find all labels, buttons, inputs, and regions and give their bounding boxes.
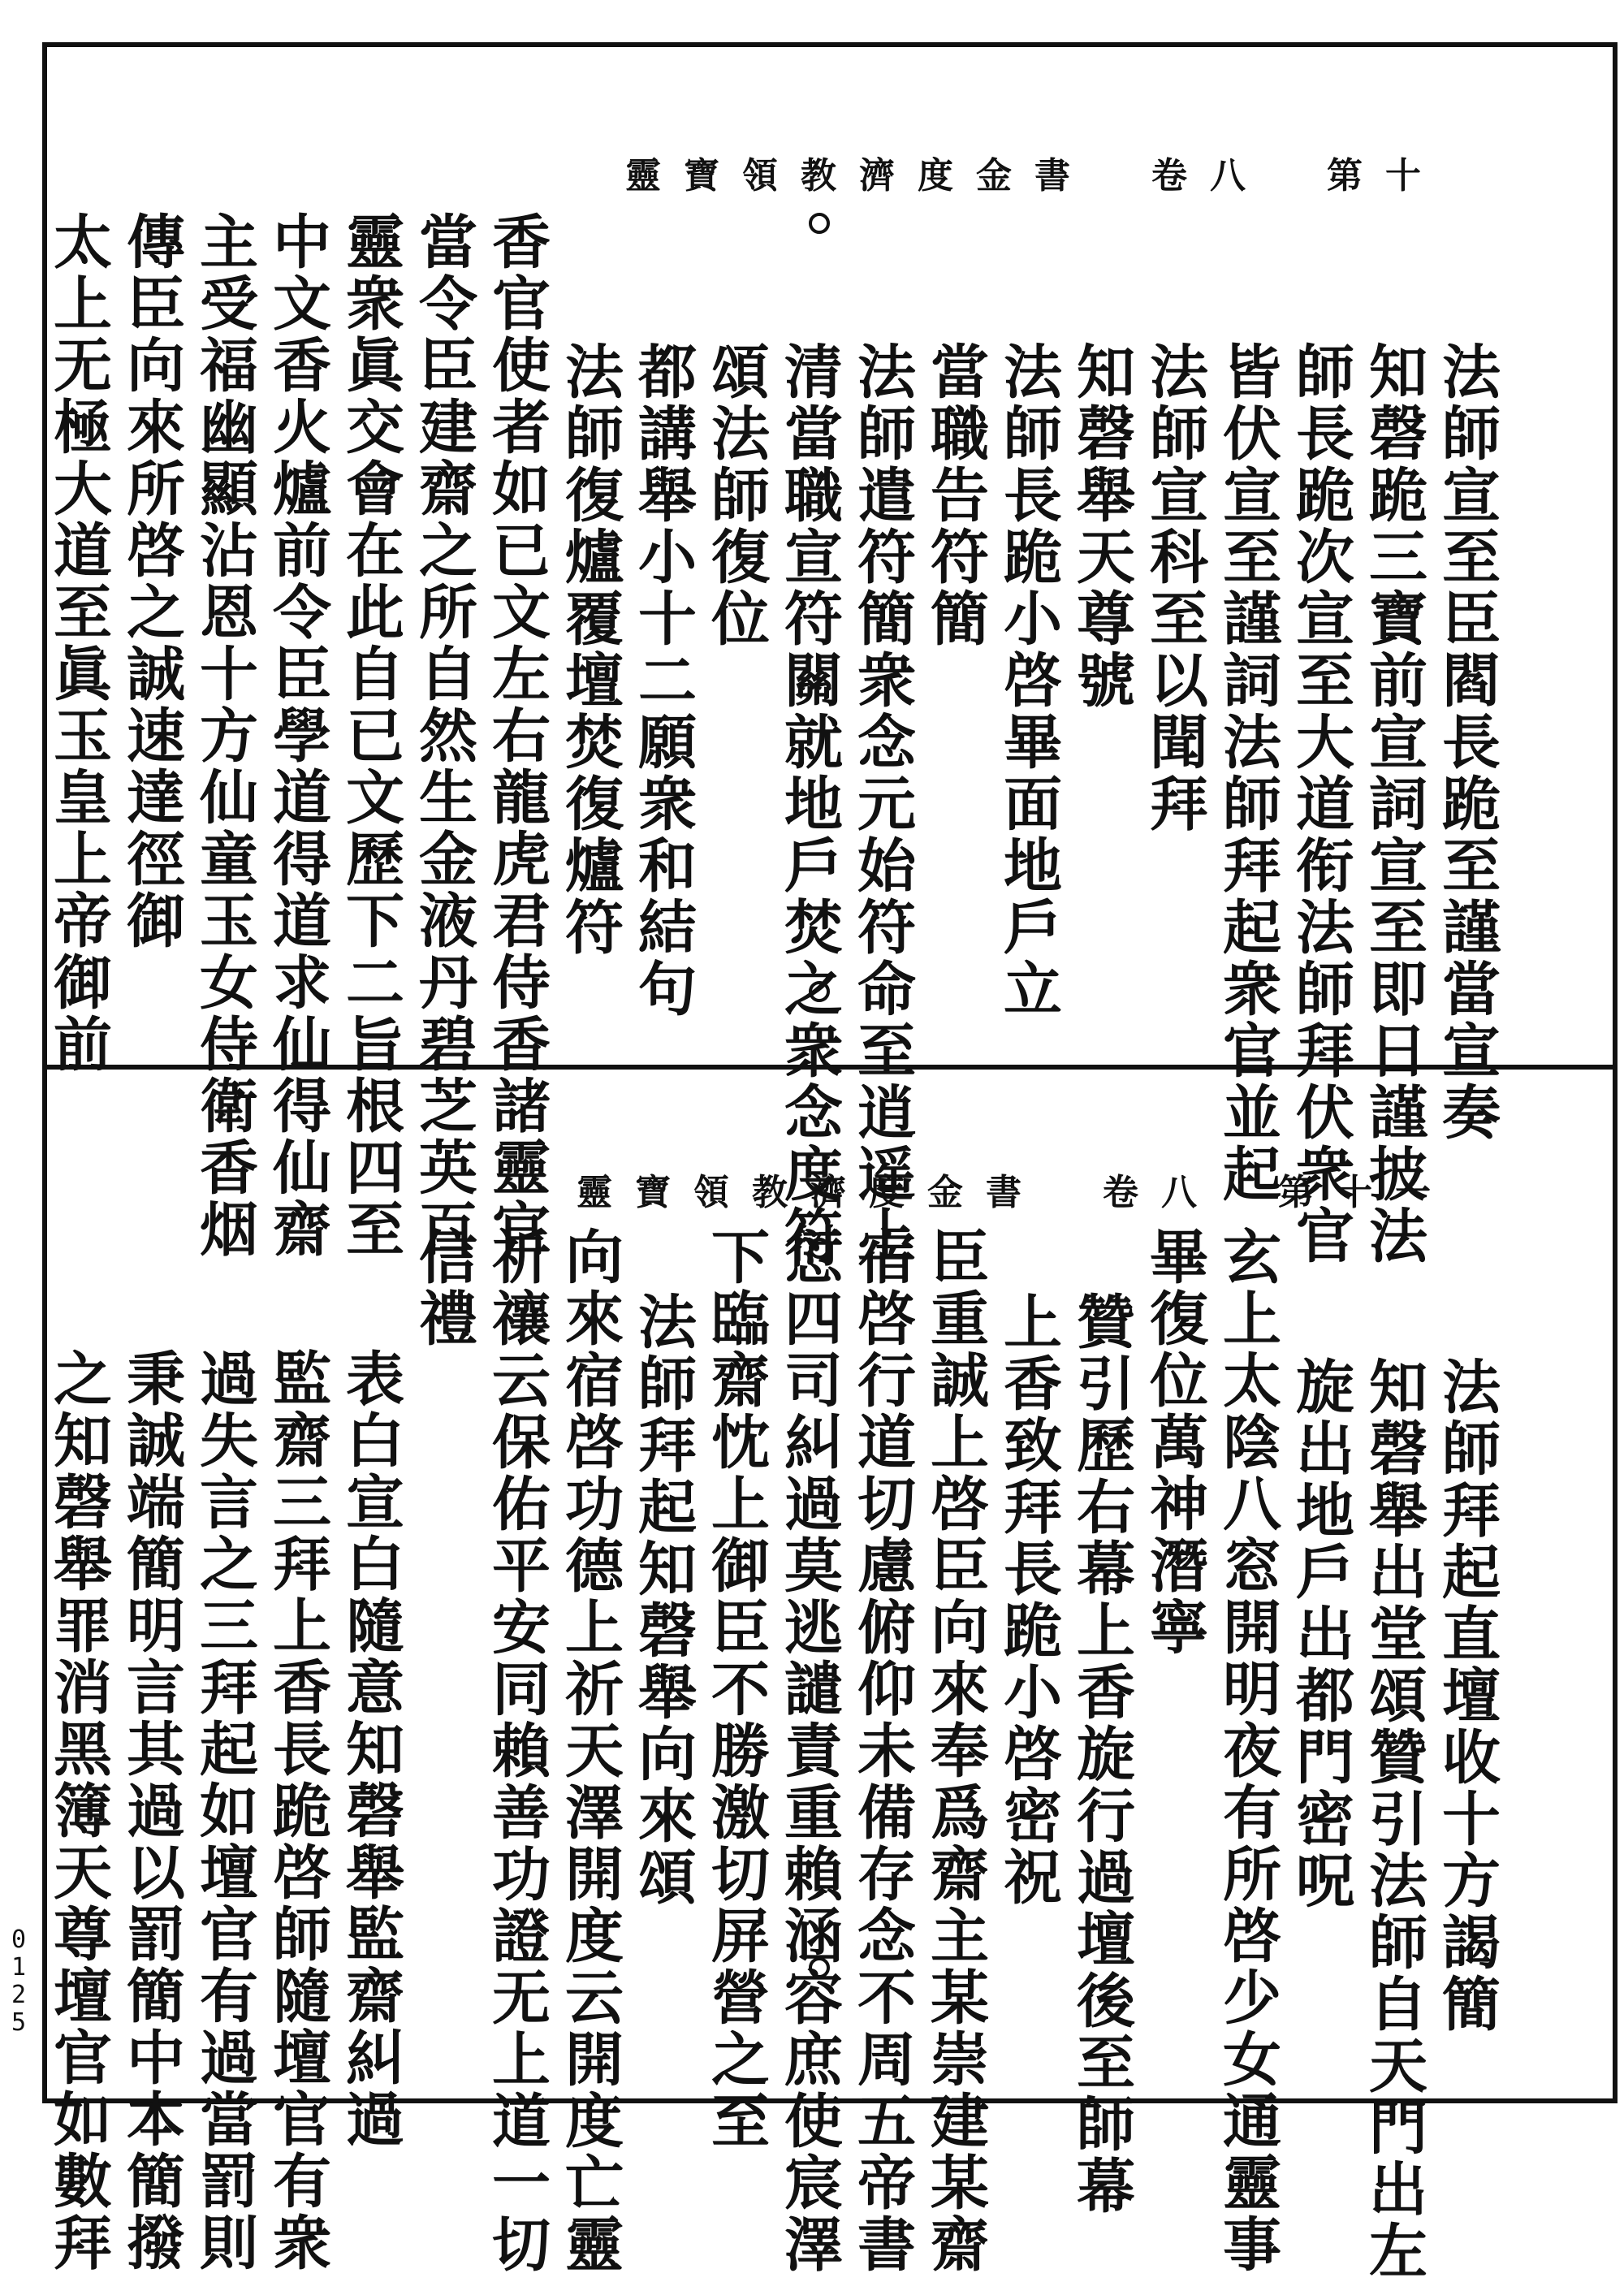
- bottom-col-8: 臣重誠上啓臣向來奉爲齋主某崇建某齋: [921, 1226, 990, 2276]
- bottom-col-17: 監齋三拜上香長跪啓師隨壇官有衆: [263, 1348, 332, 2274]
- bottom-col-2: 知磬舉出堂頌贊引法師自天門出左: [1359, 1356, 1428, 2282]
- bottom-col-12: 法師拜起知磬舉向來頌: [628, 1291, 698, 1908]
- top-col-14: 香官使者如已文左右龍虎君侍香諸靈官: [482, 211, 551, 1260]
- bottom-col-9: 宿啓行道切慮俯仰未備存念不周五帝書: [848, 1226, 917, 2276]
- top-col-7: 法師長跪小啓畢面地戶立: [994, 341, 1063, 1020]
- bottom-col-5: 畢復位萬神潛寧: [1140, 1226, 1209, 1658]
- top-col-1: 法師宣至臣閻長跪至謹當宣奏: [1432, 341, 1501, 1143]
- punctuation-circle: [809, 1957, 830, 1978]
- punctuation-circle: [809, 1238, 830, 1259]
- top-col-13: 法師復爐覆壇焚復爐符: [555, 341, 624, 958]
- bottom-page-header: 靈寶領教濟度金書 卷八 第十一: [577, 1172, 1453, 1213]
- top-col-2: 知磬跪三寶前宣詞宣至即日謹披法: [1359, 341, 1428, 1267]
- bottom-col-11: 下臨齋忱上御臣不勝激切屏營之至: [702, 1226, 771, 2152]
- page-number: 0 1 2 5: [11, 1925, 27, 2037]
- bottom-col-14: 祈禳云保佑平安同賴善功證无上道一切: [482, 1226, 551, 2276]
- bottom-col-16: 表白宣白隨意知磬舉監齋糾過: [336, 1348, 405, 2150]
- top-col-17: 中文香火爐前令臣學道得道求仙得仙齋: [263, 211, 332, 1260]
- top-col-3: 師長跪次宣至大道衔法師拜伏衆官: [1286, 341, 1355, 1267]
- top-col-8: 當職告符簡: [921, 341, 990, 650]
- bottom-col-18: 過失言之三拜起如壇官有過當罰則: [190, 1348, 259, 2274]
- bottom-col-15: 信禮: [409, 1226, 478, 1350]
- bottom-col-6: 贊引歷右幕上香旋行過壇後至師幕: [1067, 1291, 1136, 2217]
- bottom-col-3: 旋出地戶出都門密呪: [1286, 1356, 1355, 1912]
- top-col-9: 法師遣符簡衆念元始符命至逍遥上: [848, 341, 917, 1267]
- bottom-col-10: 愆四司糾過莫逃譴責重賴涵容庶使宸澤: [775, 1226, 844, 2276]
- top-col-5: 法師宣科至以聞拜: [1140, 341, 1209, 835]
- top-col-16: 靈衆眞交會在此自已文歷下二旨根四至: [336, 211, 405, 1260]
- punctuation-circle: [809, 981, 830, 1002]
- top-col-11: 頌法師復位: [702, 341, 771, 650]
- bottom-col-1: 法師拜起直壇收十方謁簡: [1432, 1356, 1501, 2035]
- top-col-20: 太上无極大道至眞玉皇上帝御前: [44, 211, 113, 1075]
- bottom-col-7: 上香致拜長跪小啓密祝: [994, 1291, 1063, 1908]
- top-col-6: 知磬舉天尊號: [1067, 341, 1136, 711]
- punctuation-circle: [809, 213, 830, 234]
- top-col-19: 傳臣向來所啓之誠速達徑御: [117, 211, 186, 952]
- bottom-col-4: 玄上太陰八窓開明夜有所啓少女通靈事: [1213, 1226, 1282, 2276]
- top-col-12: 都講舉小十二願衆和結句: [628, 341, 698, 1020]
- top-col-18: 主受福幽顯沾恩十方仙童玉女侍衛香烟: [190, 211, 259, 1260]
- top-col-10: 清當職宣符關就地戶焚之衆念度符: [775, 341, 844, 1267]
- top-col-4: 皆伏宣至謹詞法師拜起衆官並起: [1213, 341, 1282, 1205]
- bottom-col-20: 之知磬舉罪消黑簿天尊壇官如數拜: [44, 1348, 113, 2274]
- top-page-header: 靈寶領教濟度金書 卷八 第十: [625, 155, 1444, 197]
- top-col-15: 當令臣建齋之所自然生金液丹碧芝英百: [409, 211, 478, 1260]
- bottom-col-13: 向來宿啓功德上祈天澤開度云開度亡靈: [555, 1226, 624, 2276]
- bottom-col-19: 秉誠端簡明言其過以罰簡中本簡撥: [117, 1348, 186, 2274]
